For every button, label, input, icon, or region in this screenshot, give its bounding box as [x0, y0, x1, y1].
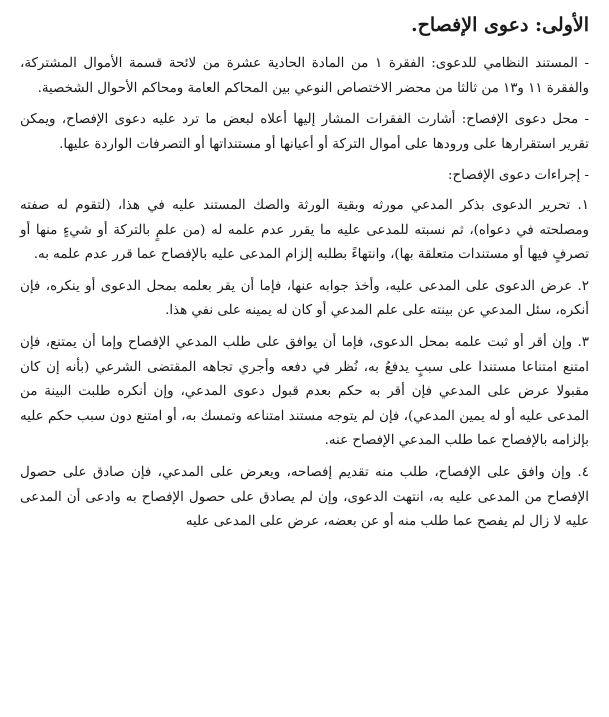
section-title: الأولى: دعوى الإفصاح.: [411, 14, 589, 36]
paragraph-claim-subject: - محل دعوى الإفصاح: أشارت الفقرات المشار إليها أعلاه لبعض ما ترد عليه دعوى الإفصاح، ويمكن تقرير استقرارها على ورودها على أموال التركة أو أعيانها أو مستنداتها أو التصرفات الواردة عليها.: [20, 112, 589, 152]
list-item-step-3: ٣. وإن أقر أو ثبت علمه بمحل الدعوى، فإما أن يوافق على طلب المدعي الإفصاح وإما أن يمتنع، فإن امتنع امتناعا مستندا على سببٍ يدفعُ به، نُظر في دفعه وأجري تجاهه المقتضى الشرعي (بأنه إن كان مقبولا عرض على المدعي فإن أقر به حكم بعدم قبول دعوى المدعي، وإن أنكره طلبت البينة من المدعى عليه أو له يمين المدعي)، فإن لم يتوجه مستند امتناعه وتمسك به، أو امتنع دون سبب حكم عليه بإلزامه بالإفصاح عما طلب المدعي الإفصاح عنه.: [20, 334, 589, 449]
paragraph-legal-basis: - المستند النظامي للدعوى: الفقرة ١ من المادة الحادية عشرة من لائحة قسمة الأموال المشتركة، والفقرة ١١ و١٣ من ثالثا من محضر الاختصاص النوعي بين المحاكم العامة ومحاكم الأحوال الشخصية.: [20, 56, 589, 96]
paragraph-procedures-heading: - إجراءات دعوى الإفصاح:: [448, 168, 589, 184]
list-item-step-4: ٤. وإن وافق على الإفصاح، طلب منه تقديم إفصاحه، ويعرض على المدعي، فإن صادق على حصول الإفصاح من المدعى عليه به، انتهت الدعوى، وإن لم يصادق على حصول الإفصاح به وادعى أن المدعى عليه لا زال لم يفصح عما طلب منه أو عن بعضه، عرض على المدعى عليه: [20, 464, 589, 530]
list-item-step-2: ٢. عرض الدعوى على المدعى عليه، وأخذ جوابه عنها، فإما أن يقر بعلمه بمحل الدعوى أو ينكره، فإن أنكره، سئل المدعي عن بينته على علم المدعي أو كان له يمينه على نفي هذا.: [20, 278, 589, 319]
list-item-step-1: ١. تحرير الدعوى بذكر المدعي مورثه وبقية الورثة والصك المستند عليه في هذا، (لتقوم له صفته ومصلحته في دعواه)، ثم نسبته للمدعى عليه ما يقرر عدم علمه له (من علمٍ بالتركة أو شيءٍ منها أو تصرفٍ فيها أو مستندات متعلقة بها)، وانتهاءً بطلبه إلزام المدعى عليه بالإفصاح عما قرر عدم علمه به.: [20, 197, 589, 263]
